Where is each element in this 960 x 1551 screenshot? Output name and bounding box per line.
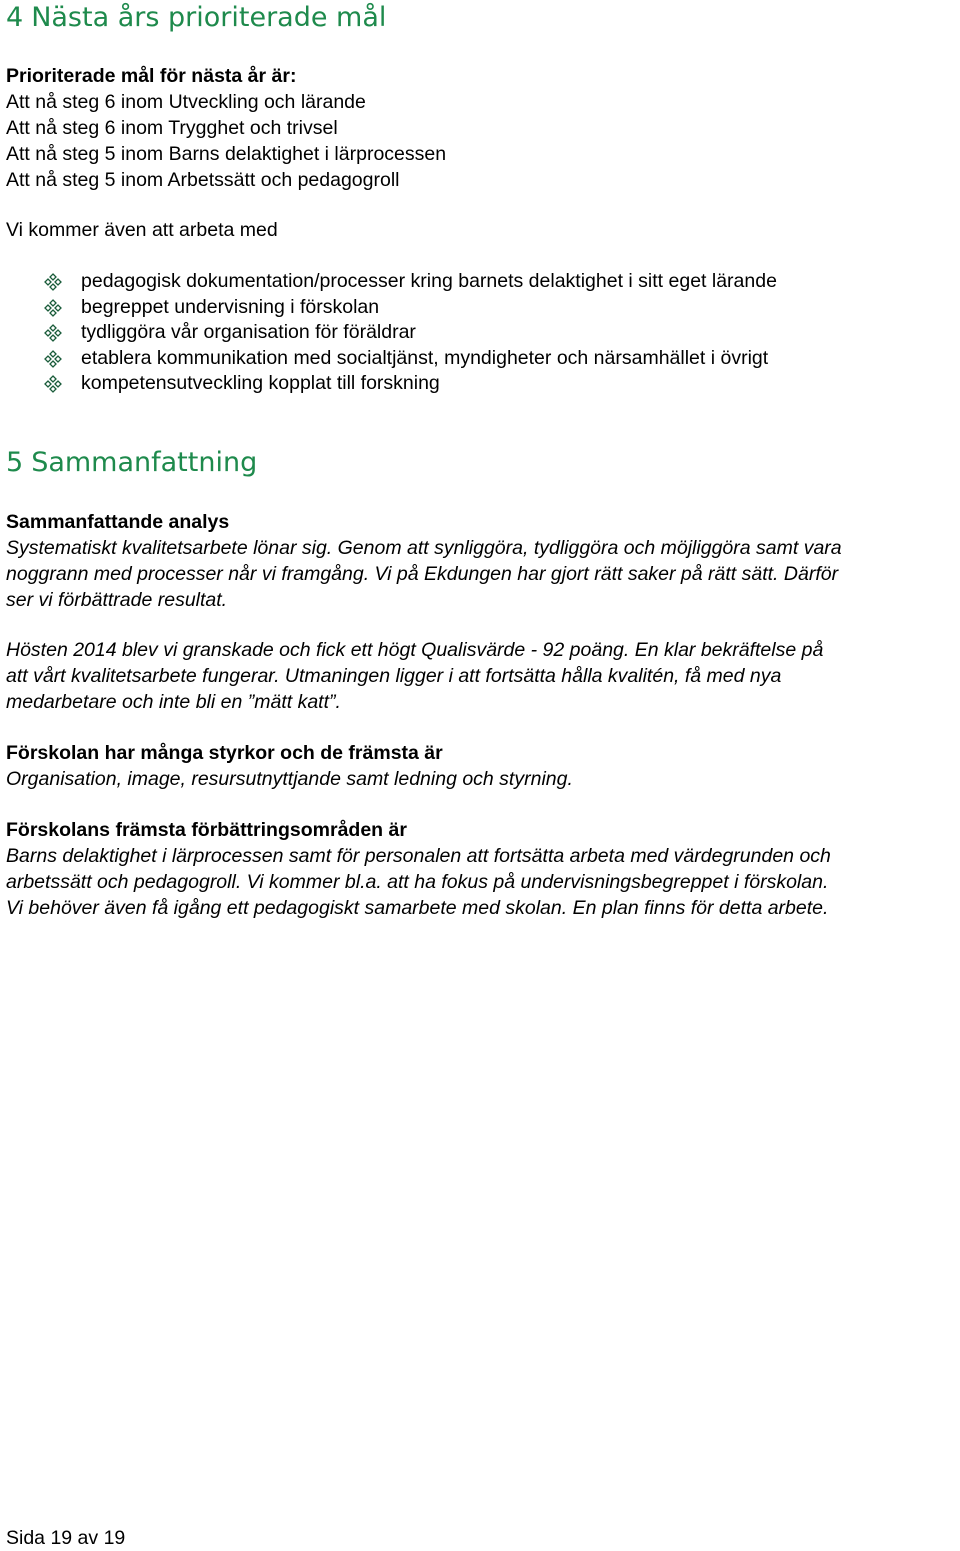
section-5-title: Sammanfattning: [31, 447, 258, 478]
strengths-heading: Förskolan har många styrkor och de främsta är: [6, 742, 443, 764]
section-4-heading: [6, 2, 386, 33]
autumn-line: att vårt kvalitetsarbete fungerar. Utmaningen ligger i att fortsätta hålla kvalitén, få med nya: [6, 665, 782, 687]
improvements-line: Vi behöver även få igång ett pedagogiskt samarbete med skolan. En plan finns för detta arbete.: [6, 897, 829, 919]
improvements-line: arbetssätt och pedagogroll. Vi kommer bl.a. att ha fokus på undervisningsbegreppet i förskolan.: [6, 871, 829, 893]
page-number: Sida 19 av 19: [6, 1527, 126, 1549]
goal-item: Att nå steg 6 inom Trygghet och trivsel: [6, 117, 338, 139]
analysis-line: Systematiskt kvalitetsarbete lönar sig. Genom att synliggöra, tydliggöra och möjliggöra samt vara: [6, 537, 842, 559]
bullet-text: tydliggöra vår organisation för föräldrar: [81, 321, 416, 344]
analysis-heading: Sammanfattande analys: [6, 511, 230, 533]
goals-heading: Prioriterade mål för nästa år är:: [6, 65, 297, 87]
section-4-title: Nästa års prioriterade mål: [31, 2, 387, 33]
analysis-line: ser vi förbättrade resultat.: [6, 589, 228, 611]
bullet-text: begreppet undervisning i förskolan: [81, 295, 380, 318]
four-diamond-bullet-icon: [44, 299, 62, 317]
section-5-number: 5: [6, 447, 24, 478]
section-4-number: 4: [6, 2, 24, 33]
four-diamond-bullet-icon: [44, 375, 62, 393]
bullet-text: kompetensutveckling kopplat till forskning: [81, 372, 440, 395]
goal-item: Att nå steg 5 inom Arbetssätt och pedagogroll: [6, 169, 400, 191]
improvements-heading: Förskolans främsta förbättringsområden är: [6, 819, 407, 841]
four-diamond-bullet-icon: [44, 273, 62, 291]
goal-item: Att nå steg 6 inom Utveckling och lärande: [6, 91, 366, 113]
autumn-line: medarbetare och inte bli en ”mätt katt”.: [6, 691, 341, 713]
four-diamond-bullet-icon: [44, 324, 62, 342]
goal-item: Att nå steg 5 inom Barns delaktighet i lärprocessen: [6, 143, 447, 165]
section-5-heading: [6, 447, 257, 478]
improvements-line: Barns delaktighet i lärprocessen samt för personalen att fortsätta arbeta med värdegrunden och: [6, 845, 831, 867]
strengths-text: Organisation, image, resursutnyttjande samt ledning och styrning.: [6, 768, 573, 790]
autumn-line: Hösten 2014 blev vi granskade och fick ett högt Qualisvärde - 92 poäng. En klar bekräftelse på: [6, 639, 824, 661]
bullet-text: pedagogisk dokumentation/processer kring barnets delaktighet i sitt eget lärande: [81, 270, 777, 292]
analysis-line: noggrann med processer når vi framgång. Vi på Ekdungen har gjort rätt saker på rätt sätt. Därför: [6, 563, 839, 585]
work-intro: Vi kommer även att arbeta med: [6, 219, 278, 241]
bullet-text: etablera kommunikation med socialtjänst, myndigheter och närsamhället i övrigt: [81, 346, 769, 369]
four-diamond-bullet-icon: [44, 350, 62, 368]
